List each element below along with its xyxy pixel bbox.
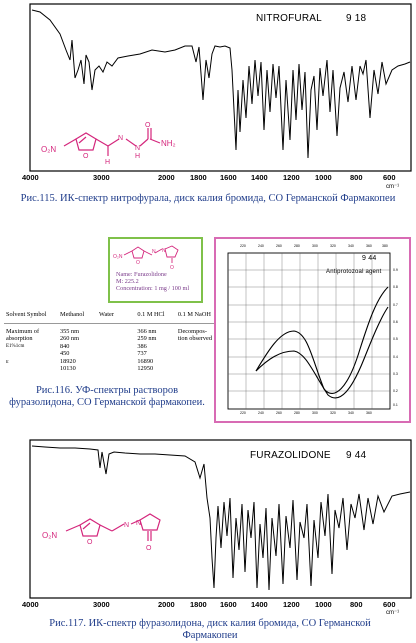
uv-info-name: Name: Furazolidone xyxy=(116,271,167,278)
tick-label: 220 xyxy=(240,244,246,248)
tick-label: 1000 xyxy=(315,173,332,182)
table-header-row xyxy=(4,311,214,323)
table-header-cell: Water xyxy=(99,311,114,318)
table-row xyxy=(4,358,214,373)
caption-116: Рис.116. УФ-спектры растворов фуразолидона, СО Германской фармакопеи. xyxy=(9,385,205,408)
mol-ring-o-label: O xyxy=(83,153,89,160)
tick-label: 3000 xyxy=(93,600,110,609)
tick-label: 0.1 xyxy=(393,403,398,407)
table-cell: 386 737 xyxy=(137,342,147,357)
tick-label: 0.5 xyxy=(393,337,398,341)
spectrum-trace xyxy=(32,10,410,158)
caption-115: Рис.115. ИК-спектр нитрофурала, диск калия бромида, СО Германской Фармакопеи xyxy=(20,193,396,204)
tick-label: 1200 xyxy=(283,600,300,609)
table-cell: 355 nm 260 nm xyxy=(59,327,80,342)
tick-label: 300 xyxy=(312,411,318,415)
tick-label: 1600 xyxy=(220,600,237,609)
tick-label: 340 xyxy=(348,244,354,248)
mol-h-left-label: H xyxy=(105,159,111,166)
spectrum-frame xyxy=(30,4,411,171)
spectrum-trace xyxy=(32,446,410,590)
uv-curves xyxy=(256,287,388,398)
tick-label: 280 xyxy=(294,411,300,415)
mol-nitro-label: O₂N xyxy=(42,531,58,540)
furazolidone-structure xyxy=(66,514,160,541)
tick-label: 3000 xyxy=(93,173,110,182)
tick-label: 0.2 xyxy=(393,389,398,393)
tick-label: 0.9 xyxy=(393,268,398,272)
spectrum-code: 9 44 xyxy=(346,450,367,461)
mol-nitro-label: O₂N xyxy=(113,254,123,260)
tick-label: 340 xyxy=(348,411,354,415)
tick-label: 240 xyxy=(258,411,264,415)
uv-curve-methanol xyxy=(256,287,388,393)
tick-label: 2000 xyxy=(158,600,175,609)
uv-spectrum-plot xyxy=(214,237,411,423)
spectrum-frame xyxy=(30,440,411,598)
mol-n-left-label: N xyxy=(118,135,124,142)
table-row xyxy=(4,323,214,343)
tick-label: 320 xyxy=(330,411,336,415)
table-cell: 366 nm 259 nm xyxy=(137,327,157,342)
x-unit: cm⁻¹ xyxy=(386,610,400,616)
table-header-cell: Solvent Symbol xyxy=(6,311,47,318)
tick-label: 380 xyxy=(382,244,388,248)
uv-plot-label: Antiprotozoal agent xyxy=(326,269,382,275)
table-cell xyxy=(176,358,214,373)
uv-info-mass: M: 225.2 xyxy=(116,278,139,285)
tick-label: 0.6 xyxy=(393,320,398,324)
solvent-table xyxy=(4,311,214,373)
mol-n2-label: N xyxy=(162,248,166,254)
table-row xyxy=(4,343,214,358)
table-cell xyxy=(97,343,135,358)
spectrum-label: NITROFURAL xyxy=(256,13,322,24)
table-cell: ε xyxy=(6,357,9,365)
mol-n2-label: N xyxy=(136,520,142,527)
tick-label: 260 xyxy=(276,244,282,248)
tick-label: 600 xyxy=(383,600,396,609)
tick-label: 360 xyxy=(366,244,372,248)
mol-n-right-label: N xyxy=(135,145,141,152)
tick-label: 1600 xyxy=(220,173,237,182)
table-cell xyxy=(97,358,135,373)
tick-label: 0.7 xyxy=(393,303,398,307)
nitrofural-structure xyxy=(64,128,160,156)
ir-spectrum-nitrofural xyxy=(0,0,416,175)
tick-label: 4000 xyxy=(22,600,39,609)
table-cell: Maximum of absorption xyxy=(6,327,40,342)
uv-plot-code: 9 44 xyxy=(362,255,377,262)
table-header-cell: 0.1 M NaOH xyxy=(177,311,211,318)
uv-info-box xyxy=(108,237,203,303)
mol-carbonyl-o-label: O xyxy=(145,122,151,129)
tick-label: 600 xyxy=(383,173,396,182)
tick-label: 220 xyxy=(240,411,246,415)
mol-amine-label: NH₂ xyxy=(161,139,176,148)
x-unit: cm⁻¹ xyxy=(386,184,400,190)
table-header-cell: Methanol xyxy=(59,311,85,318)
spectrum-label: FURAZOLIDONE xyxy=(250,450,331,461)
table-cell: 840 450 xyxy=(59,342,70,357)
caption-117: Рис.117. ИК-спектр фуразолидона, диск калия бромида, СО Германской Фармакопеи xyxy=(49,618,371,641)
mol-carbonyl-o-label: O xyxy=(146,545,152,552)
tick-label: 320 xyxy=(330,244,336,248)
tick-label: 1400 xyxy=(251,173,268,182)
table-cell: Decompos- tion observed xyxy=(177,327,212,342)
tick-label: 280 xyxy=(294,244,300,248)
mol-ring-o-label: O xyxy=(136,260,140,266)
table-cell: 18920 10130 xyxy=(59,357,76,372)
table-cell xyxy=(97,323,135,343)
mol-ring-o-label: O xyxy=(87,539,93,546)
tick-label: 1800 xyxy=(190,173,207,182)
table-cell: 16890 12950 xyxy=(137,357,154,372)
table-cell xyxy=(176,343,214,358)
tick-label: 2000 xyxy=(158,173,175,182)
tick-label: 4000 xyxy=(22,173,39,182)
tick-label: 1800 xyxy=(190,600,207,609)
tick-label: 0.3 xyxy=(393,372,398,376)
tick-label: 240 xyxy=(258,244,264,248)
spectrum-code: 9 18 xyxy=(346,13,367,24)
mol-n1-label: N xyxy=(152,249,156,255)
uv-spectrum-graph xyxy=(216,239,409,421)
tick-label: 800 xyxy=(350,600,363,609)
tick-label: 360 xyxy=(366,411,372,415)
mol-n1-label: N xyxy=(124,522,130,529)
table-cell: E1%1cm xyxy=(6,343,25,349)
furazolidone-structure-small xyxy=(110,239,201,269)
mol-carbonyl-o-label: O xyxy=(170,265,174,269)
tick-label: 1000 xyxy=(315,600,332,609)
mol-h-right-label: H xyxy=(135,153,141,160)
ir-spectrum-furazolidone xyxy=(0,438,416,608)
tick-label: 0.4 xyxy=(393,355,398,359)
tick-label: 300 xyxy=(312,244,318,248)
tick-label: 1400 xyxy=(251,600,268,609)
tick-label: 800 xyxy=(350,173,363,182)
mol-nitro-label: O₂N xyxy=(41,145,57,154)
table-header-cell: 0.1 M HCl xyxy=(137,311,165,318)
tick-label: 0.8 xyxy=(393,285,398,289)
tick-label: 260 xyxy=(276,411,282,415)
uv-info-concentration: Concentration: 1 mg / 100 ml xyxy=(116,285,190,292)
tick-label: 1200 xyxy=(283,173,300,182)
